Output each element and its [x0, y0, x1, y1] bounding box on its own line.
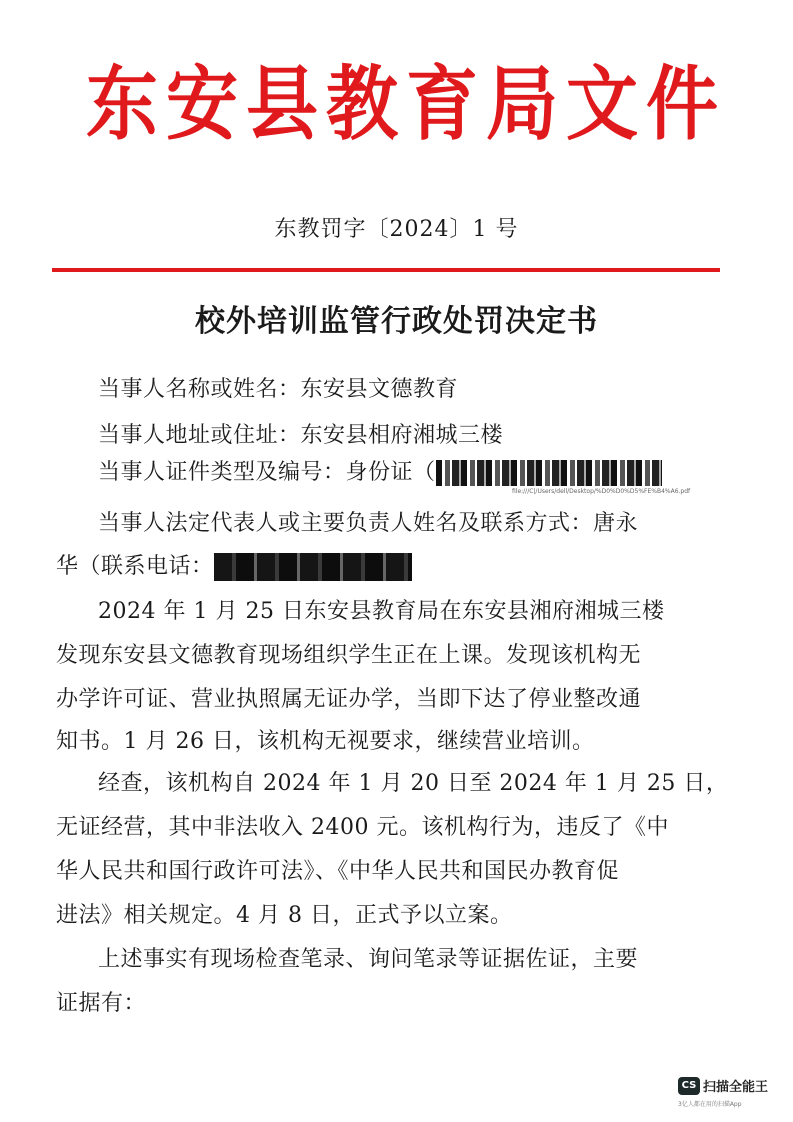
- party-name-value: 东安县文德教育: [300, 377, 459, 402]
- redacted-id-number: [436, 460, 662, 486]
- phone-label: 华（联系电话：: [56, 554, 214, 579]
- document-title: 校外培训监管行政处罚决定书: [195, 304, 598, 339]
- paragraph-3-line: 证据有：: [56, 991, 147, 1016]
- party-id-prefix: 身份证（: [345, 460, 436, 485]
- camscanner-logo-icon: CS: [678, 1077, 700, 1095]
- paragraph-1-line: 2024 年 1 月 25 日东安县教育局在东安县湘府湘城三楼: [98, 599, 665, 624]
- party-id-label: 当事人证件类型及编号：: [98, 460, 346, 485]
- paragraph-1-line: 办学许可证、营业执照属无证办学，当即下达了停业整改通: [56, 687, 642, 712]
- representative-line-2: [56, 549, 412, 581]
- red-divider-line: [52, 268, 720, 272]
- paragraph-1-line: 知书。1 月 26 日，该机构无视要求，继续营业培训。: [56, 729, 595, 754]
- party-name-line: [98, 372, 458, 403]
- party-address-label: 当事人地址或住址：: [98, 423, 301, 448]
- representative-line-1: 当事人法定代表人或主要负责人姓名及联系方式：唐永: [98, 511, 639, 536]
- paragraph-1-line: 发现东安县文德教育现场组织学生正在上课。发现该机构无: [56, 643, 642, 668]
- party-id-line: [98, 455, 662, 486]
- party-name-label: 当事人名称或姓名：: [98, 377, 301, 402]
- paragraph-2-line: 无证经营，其中非法收入 2400 元。该机构行为，违反了《中: [56, 815, 669, 840]
- scanner-watermark: [678, 1075, 768, 1095]
- paragraph-2-line: 华人民共和国行政许可法》、《中华人民共和国民办教育促: [56, 859, 620, 884]
- file-path-note: file:///C|/Users/dell/Desktop/%D0%D0%D5%FE%B4%A6.pdf: [512, 488, 691, 495]
- scanner-tagline: 3亿人都在用的扫描App: [678, 1101, 742, 1108]
- agency-header-title: 东安县教育局文件: [86, 56, 727, 152]
- paragraph-3-line: 上述事实有现场检查笔录、询问笔录等证据佐证，主要: [98, 947, 639, 972]
- redacted-phone-number: [214, 553, 412, 581]
- party-address-line: [98, 418, 503, 449]
- scanner-app-name: 扫描全能王: [703, 1080, 769, 1095]
- paragraph-2-line: 进法》相关规定。4 月 8 日，正式予以立案。: [56, 903, 513, 928]
- document-number: 东教罚字〔2024〕1 号: [274, 217, 519, 242]
- paragraph-2-line: 经查，该机构自 2024 年 1 月 20 日至 2024 年 1 月 25 日，: [98, 771, 729, 796]
- party-address-value: 东安县相府湘城三楼: [300, 423, 504, 448]
